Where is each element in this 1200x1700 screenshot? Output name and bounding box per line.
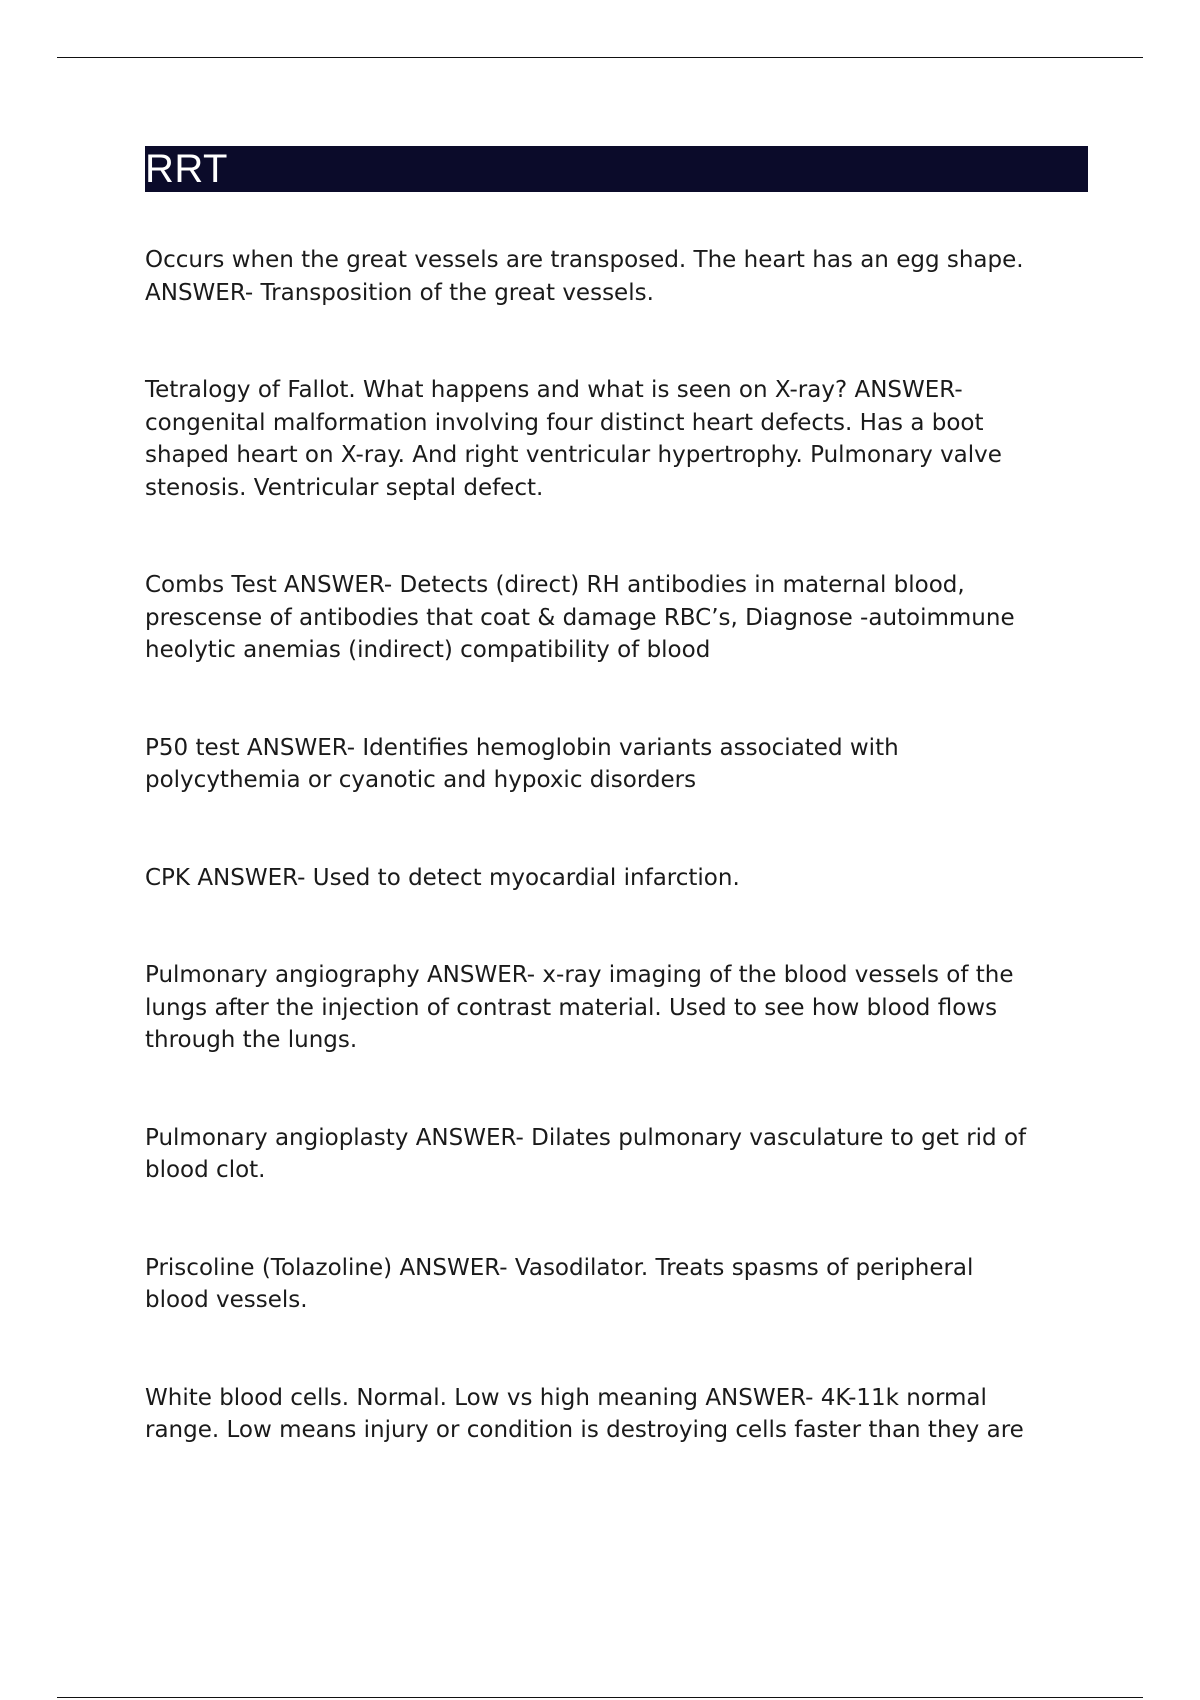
qa-entry: Tetralogy of Fallot. What happens and what is seen on X-ray? ANSWER- congenital malformation involving four distinct heart defects. Has a boot shaped heart on X-ray. And right ventricular hypertrophy. Pulmonary valve stenosis. Ventricular septal defect.	[145, 377, 1002, 501]
qa-entry: Occurs when the great vessels are transposed. The heart has an egg shape. ANSWER- Transposition of the great vessels.	[145, 247, 1024, 306]
top-rule	[57, 57, 1143, 58]
qa-entry: Pulmonary angioplasty ANSWER- Dilates pulmonary vasculature to get rid of blood clot.	[145, 1124, 1027, 1183]
qa-entry: P50 test ANSWER- Identifies hemoglobin variants associated with polycythemia or cyanotic and hypoxic disorders	[145, 734, 899, 793]
qa-entry: Combs Test ANSWER- Detects (direct) RH antibodies in maternal blood, prescense of antibodies that coat & damage RBC’s, Diagnose -autoimmune heolytic anemias (indirect) compatibility of blood	[145, 572, 1015, 663]
bottom-rule	[57, 1697, 1143, 1698]
qa-entry: CPK ANSWER- Used to detect myocardial infarction.	[145, 864, 740, 891]
qa-entry: Pulmonary angiography ANSWER- x-ray imaging of the blood vessels of the lungs after the injection of contrast material. Used to see how blood flows through the lungs.	[145, 962, 1014, 1053]
qa-list	[145, 244, 1090, 1512]
title-bar	[145, 146, 1088, 192]
document-title: RRT	[145, 147, 228, 191]
qa-entry: Priscoline (Tolazoline) ANSWER- Vasodilator. Treats spasms of peripheral blood vessels.	[145, 1254, 974, 1313]
qa-entry: White blood cells. Normal. Low vs high meaning ANSWER- 4K-11k normal range. Low means injury or condition is destroying cells faster than they are	[145, 1384, 1024, 1443]
